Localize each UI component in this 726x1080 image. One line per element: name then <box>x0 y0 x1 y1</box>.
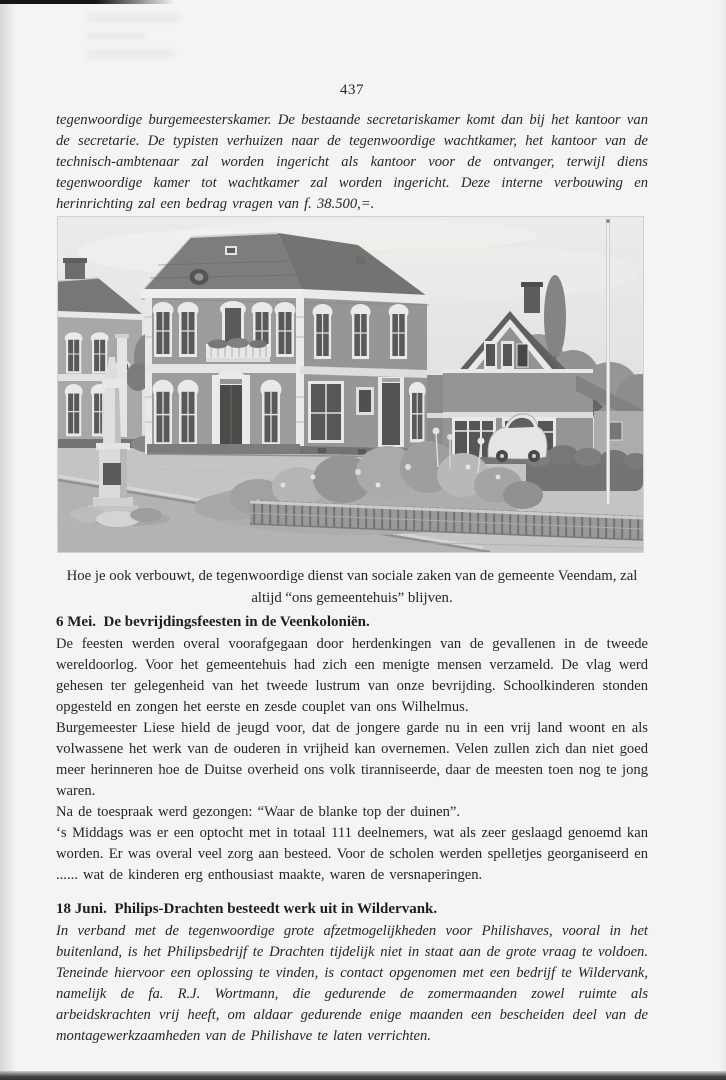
article-sections <box>56 612 648 1047</box>
show-through-mark <box>86 14 180 22</box>
page-number: 437 <box>340 82 364 98</box>
scan-edge-top <box>0 0 175 4</box>
section-heading-18-juni: 18 Juni. Philips-Drachten besteedt werk uit in Wildervank. <box>56 901 438 917</box>
show-through-mark <box>86 50 174 58</box>
paragraph-feesten: De feesten werden overal voorafgegaan door herdenkingen van de gevallenen in de tweede wereldoorlog. Voor het gemeentehuis had zich een menigte mensen verzameld. De vlag werd gehesen ter gelegenheid van het tweede lustrum van onze bevrijding. Schoolkinderen stonden opgesteld en zongen het eerste en zesde couplet van ons Wilhelmus. <box>56 636 648 715</box>
intro-paragraph: tegenwoordige burgemeesterskamer. De bestaande secretariskamer komt dan bij het kantoor van de secretarie. De typisten verhuizen naar de tegenwoordige wachtkamer, het kantoor van de technisch-ambtenaar zal worden ingericht als kantoor voor de ontvanger, terwijl diens tegenwoordige kamer tot wachtkamer zal worden ingericht. Deze interne verbouwing en herinrichting zal een bedrag vragen van f. 38.500,=. <box>56 112 648 212</box>
gemeentehuis-photo <box>58 217 643 552</box>
scan-edge-bottom <box>0 1071 726 1080</box>
show-through-mark <box>86 32 146 39</box>
paragraph-burgemeester: Burgemeester Liese hield de jeugd voor, dat de jongere garde nu in een vrij land woont en als volwassene het werk van de ouderen in vrijheid kan overnemen. Velen zullen zich dan niet goed meer herinneren hoe de Duitse overheid ons volk tiranniseerde, daar de meesten toen nog te jong waren. <box>56 720 648 799</box>
scan-edge-right <box>718 0 726 1080</box>
paragraph-toespraak: Na de toespraak werd gezongen: “Waar de blanke top der duinen”. <box>56 804 461 820</box>
paragraph-optocht: ‘s Middags was er een optocht met in totaal 111 deelnemers, wat als zeer geslaagd genoemd kan worden. Er was overal veel zorg aan besteed. Voor de scholen werden spelletjes georganiseerd en ...... wat de kinderen erg enthousiast maakte, waren de versnaperingen. <box>56 825 648 883</box>
paragraph-philips: In verband met de tegenwoordige grote afzetmogelijkheden voor Philishaves, vooral in het buitenland, is het Philipsbedrijf te Drachten tijdelijk niet in staat aan de grote vraag te voldoen. Teneinde hiervoor een oplossing te vinden, is contact opgenomen met een bedrijf te Wildervank, namelijk de fa. R.J. Wortmann, die gedurende de zomermaanden zowel ruimte als arbeidskrachten vrij heeft, om aldaar gedurende enige maanden een bescheiden deel van de montagewerkzaamheden van de Philishave te laten verrichten. <box>56 923 648 1044</box>
gemeentehuis-photo-scene <box>58 217 643 552</box>
scan-edge-left <box>0 0 16 1080</box>
photo-caption: Hoe je ook verbouwt, de tegenwoordige dienst van sociale zaken van de gemeente Veendam, zal altijd “ons gemeentehuis” blijven. <box>66 568 638 606</box>
section-heading-6-mei: 6 Mei. De bevrijdingsfeesten in de Veenkoloniën. <box>56 614 370 630</box>
